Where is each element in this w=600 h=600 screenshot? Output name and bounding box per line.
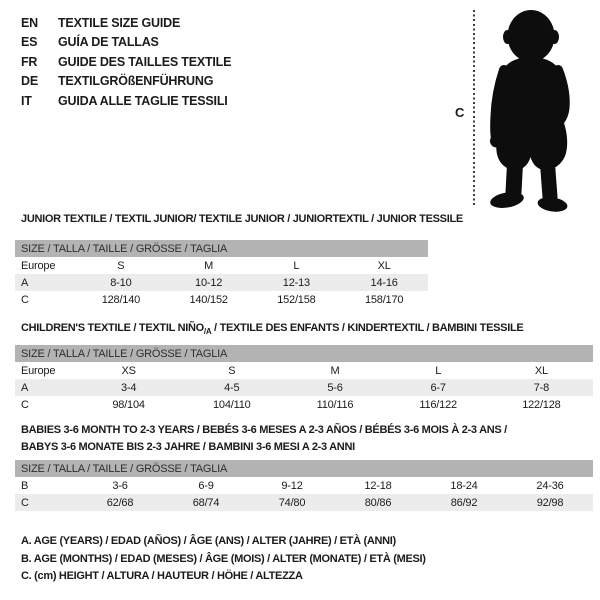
language-row-fr xyxy=(21,52,231,72)
table-cell: 12-13 xyxy=(253,274,341,291)
babies-section-title xyxy=(21,422,507,455)
table-cell: 5-6 xyxy=(283,379,386,396)
table-cell: S xyxy=(228,364,236,377)
table-cell: 8-10 xyxy=(77,274,165,291)
children-title-post: / TEXTILE DES ENFANTS / KINDERTEXTIL / BAMBINI TESSILE xyxy=(211,322,524,334)
height-measure-label: C xyxy=(455,105,465,120)
table-cell: M xyxy=(330,364,340,377)
table-cell: XS xyxy=(121,364,136,377)
table-cell: 10-12 xyxy=(165,274,253,291)
baby-silhouette-icon xyxy=(486,6,578,212)
table-cell: 62/68 xyxy=(77,494,163,511)
language-list xyxy=(21,13,231,111)
babies-title-line2: BABYS 3-6 MONATE BIS 2-3 JAHRE / BAMBINI 3-6 MESI A 2-3 ANNI xyxy=(21,440,355,453)
table-cell: 3-6 xyxy=(112,479,128,492)
row-label: B xyxy=(21,479,29,492)
table-cell: XL xyxy=(534,364,548,377)
table-row xyxy=(15,477,593,494)
children-title-sub: /A xyxy=(203,327,212,337)
language-row-en xyxy=(21,13,231,33)
height-measure-dotted-line xyxy=(473,10,475,206)
row-label: C xyxy=(21,293,29,306)
legend-line-b: B. AGE (MONTHS) / EDAD (MESES) / ÂGE (MOIS) / ALTER (MONATE) / ETÀ (MESI) xyxy=(21,552,426,565)
language-title: TEXTILE SIZE GUIDE xyxy=(58,15,181,30)
table-cell: XL xyxy=(377,259,391,272)
size-header-bar: SIZE / TALLA / TAILLE / GRÖSSE / TAGLIA xyxy=(15,240,428,257)
table-cell: 110/116 xyxy=(316,398,354,411)
legend-line-a: A. AGE (YEARS) / EDAD (AÑOS) / ÂGE (ANS) / ALTER (JAHRE) / ETÀ (ANNI) xyxy=(21,535,396,547)
children-section-title xyxy=(21,321,523,339)
junior-section-title: JUNIOR TEXTILE / TEXTIL JUNIOR/ TEXTILE JUNIOR / JUNIORTEXTIL / JUNIOR TESSILE xyxy=(21,213,463,225)
language-row-it xyxy=(21,91,231,111)
junior-size-table xyxy=(15,240,428,308)
table-cell: 104/110 xyxy=(213,398,251,411)
language-title: TEXTILGRÖßENFÜHRUNG xyxy=(58,74,214,89)
babies-title-line1: BABIES 3-6 MONTH TO 2-3 YEARS / BEBÉS 3-6 MESES A 2-3 AÑOS / BÉBÉS 3-6 MOIS À 2-3 ANS / xyxy=(21,424,507,436)
table-cell: 158/170 xyxy=(364,293,404,306)
table-cell: 122/128 xyxy=(522,398,561,411)
size-header-bar: SIZE / TALLA / TAILLE / GRÖSSE / TAGLIA xyxy=(15,345,593,362)
language-code: IT xyxy=(21,93,32,108)
language-code: EN xyxy=(21,15,38,30)
table-cell: L xyxy=(293,259,300,272)
table-cell: 3-4 xyxy=(77,379,180,396)
table-cell: 6-7 xyxy=(387,379,490,396)
table-cell: 152/158 xyxy=(277,293,316,306)
table-row xyxy=(15,257,428,274)
table-cell: 116/122 xyxy=(419,398,457,411)
table-row xyxy=(15,396,593,413)
table-cell: 24-36 xyxy=(536,479,564,492)
row-label: C xyxy=(21,398,29,411)
table-cell: 12-18 xyxy=(364,479,392,492)
language-title: GUÍA DE TALLAS xyxy=(58,35,159,50)
table-row xyxy=(15,274,428,291)
table-cell: 128/140 xyxy=(101,293,141,306)
table-cell: 98/104 xyxy=(112,398,145,411)
table-cell: 140/152 xyxy=(189,293,228,306)
table-cell: 7-8 xyxy=(490,379,593,396)
measurement-legend xyxy=(21,533,426,586)
table-cell: 74/80 xyxy=(249,494,335,511)
table-cell: 6-9 xyxy=(198,479,214,492)
language-code: ES xyxy=(21,35,38,50)
table-row xyxy=(15,379,593,396)
language-code: DE xyxy=(21,74,38,89)
table-row xyxy=(15,362,593,379)
row-label: A xyxy=(15,274,77,291)
row-label: Europe xyxy=(21,364,56,377)
table-row xyxy=(15,460,593,477)
children-size-table xyxy=(15,345,593,413)
table-cell: 92/98 xyxy=(507,494,593,511)
table-row xyxy=(15,240,428,257)
table-cell: 86/92 xyxy=(421,494,507,511)
table-cell: 80/86 xyxy=(335,494,421,511)
legend-line-c: C. (cm) HEIGHT / ALTURA / HAUTEUR / HÖHE / ALTEZZA xyxy=(21,570,303,582)
children-title-pre: CHILDREN'S TEXTILE / TEXTIL NIÑO xyxy=(21,322,204,334)
language-title: GUIDE DES TAILLES TEXTILE xyxy=(58,54,232,69)
row-label: A xyxy=(15,379,77,396)
babies-size-table xyxy=(15,460,593,511)
table-cell: M xyxy=(204,259,214,272)
table-cell: L xyxy=(435,364,442,377)
table-cell: 68/74 xyxy=(163,494,249,511)
language-title: GUIDA ALLE TAGLIE TESSILI xyxy=(58,93,228,108)
table-cell: 14-16 xyxy=(340,274,428,291)
language-row-de xyxy=(21,72,231,92)
table-cell: S xyxy=(117,259,125,272)
table-row xyxy=(15,345,593,362)
table-cell: 9-12 xyxy=(281,479,303,492)
row-label: Europe xyxy=(21,259,56,272)
table-row xyxy=(15,291,428,308)
table-row xyxy=(15,494,593,511)
size-header-bar: SIZE / TALLA / TAILLE / GRÖSSE / TAGLIA xyxy=(15,460,593,477)
table-cell: 18-24 xyxy=(450,479,478,492)
row-label: C xyxy=(15,494,77,511)
language-row-es xyxy=(21,33,231,53)
language-code: FR xyxy=(21,54,38,69)
table-cell: 4-5 xyxy=(180,379,283,396)
